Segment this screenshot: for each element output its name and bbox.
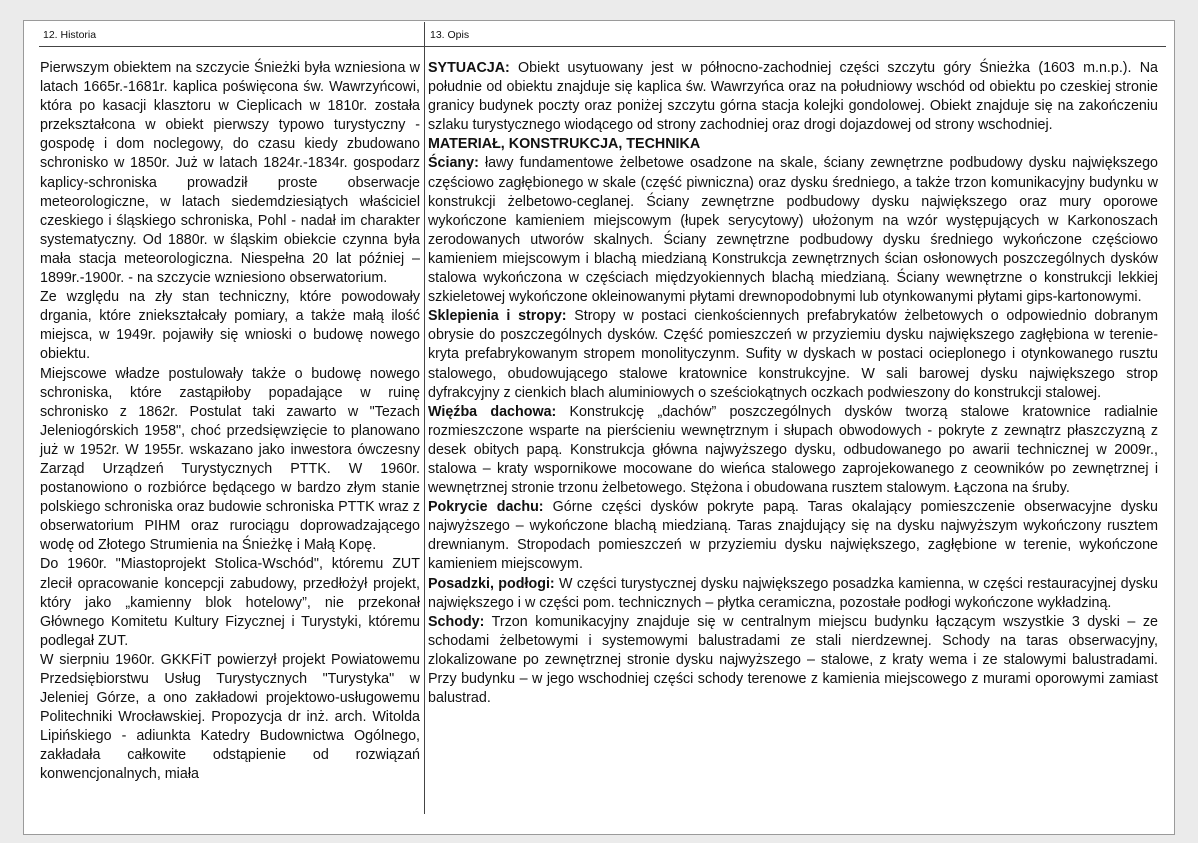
wiezba-label: Więźba dachowa:	[428, 403, 557, 420]
sytuacja-paragraph	[428, 59, 1158, 135]
posadzki-text: W części turystycznej dysku największego posadzka kamienna, w części restauracyjnej dysku największego i w części pom. technicznych – płytka ceramiczna, pozostałe podłogi wykończone wykładziną.	[428, 575, 1159, 611]
sciany-paragraph	[428, 154, 1158, 307]
pokrycie-text: Górne części dysków pokryte papą. Taras okalający pomieszczenie obserwacyjne dysku najwyższego – wykończone blachą miedzianą. Taras znajdujący się na dysku najwyższym wykończony rusztem drewnianym. Stropodach pomieszczeń w przyziemiu dysku największego, zagłębione w terenie, wykończone kamieniem miejscowym.	[428, 499, 1158, 573]
historia-paragraph: Pierwszym obiektem na szczycie Śnieżki była wzniesiona w latach 1665r.-1681r. kaplica poświęcona św. Wawrzyńcowi, która po kasacji klasztoru w Cieplicach w 1810r. została przekształcona w obiekt pierwszy typowo turystyczny - gospodę i dom noclegowy, do czasu kiedy zbudowano schronisko w 1850r. Już w latach 1824r.-1834r. gospodarz kaplicy-schroniska prowadził proste obserwacje meteorologiczne, w latach siedemdziesiątych właściciel czeskiego i śląskiego schroniska, Pohl - nadał im charakter systematyczny. Od 1880r. w śląskim obiekcie czynna była mała stacja meteorologiczna. Niespełna 20 lat później – 1899r.-1900r. - na szczycie wzniesiono obserwatorium.	[40, 60, 420, 287]
sciany-label: Ściany:	[428, 155, 479, 172]
header-divider	[39, 46, 1166, 47]
posadzki-label: Posadzki, podłogi:	[428, 575, 555, 592]
historia-paragraph: Do 1960r. "Miastoprojekt Stolica-Wschód", któremu ZUT zlecił opracowanie koncepcji zabudowy, przedłożył projekt, który jako „kamienny blok hotelowy”, nie przekonał Głównego Komitetu Kultury Fizycznej i Turystyki, któremu podlegał ZUT.	[40, 556, 420, 649]
section-heading	[428, 135, 1158, 154]
schody-paragraph	[428, 613, 1158, 708]
sciany-text: ławy fundamentowe żelbetowe osadzone na skale, ściany zewnętrzne podbudowy dysku największego częściowo zagłębionego w skale (część piwniczna) oraz dysku średniego, a także trzon komunikacyjny budynku w konstrukcji żelbetowo-ceglanej. Ściany zewnętrzne podbudowy dysku największego oraz mury oporowe wykończone kamieniem miejscowym (łupek serycytowy) ułożonym na wzór występujących w Karkonoszach zerodowanych utworów skalnych. Ściany zewnętrzne podbudowy dysku średniego wykończone częściowo kamieniem miejscowym i blachą miedzianą Konstrukcja zewnętrznych ścian osłonowych poszczególnych dysków stalowa wykończona w częściach międzyokiennych blachą miedzianą. Ściany wewnętrzne o konstrukcji lekkiej szkieletowej wykończone okleinowanymi płytami drewnopodobnymi lub otynkowanymi płytami gips-kartonowymi.	[428, 155, 1158, 306]
sytuacja-text: Obiekt usytuowany jest w północno-zachodniej części szczytu góry Śnieżka (1603 m.n.p.). Na południe od obiektu znajduje się kaplica św. Wawrzyńca oraz na południowy wschód od obiektu po czeskiej stronie granicy budynek poczty oraz poniżej szczytu górna stacja kolejki gondolowej. Obiekt znajduje się na zakończeniu szlaku turystycznego wiodącego od strony zachodniej oraz drogi dojazdowej od strony wschodniej.	[428, 60, 1158, 134]
posadzki-paragraph	[428, 575, 1158, 613]
section-header-opis: 13. Opis	[430, 29, 470, 41]
sklepienia-paragraph	[428, 307, 1158, 402]
schody-text: Trzon komunikacyjny znajduje się w centralnym miejscu budynku łączącym wszystkie 3 dyski – ze schodami żelbetowymi i systemowymi balustradami ze stali nierdzewnej. Schody na taras obserwacyjny, zlokalizowane po zewnętrznej stronie dysku najwyższego – stalowe, z kraty wema i ze stalowymi balustradami. Przy budynku – w jego wschodniej części schody terenowe z kamienia miejscowego z murami oporowymi zamiast balustrad.	[428, 613, 1158, 707]
schody-label: Schody:	[428, 613, 485, 630]
historia-column	[40, 59, 420, 785]
historia-paragraph: Ze względu na zły stan techniczny, które powodowały drgania, które zniekształcały pomiary, a także małą ilość miejsca, w 1949r. pojawiły się wnioski o budowę nowego obiektu.	[40, 289, 420, 363]
opis-column	[428, 59, 1158, 708]
pokrycie-label: Pokrycie dachu:	[428, 499, 544, 516]
section-heading-text: MATERIAŁ, KONSTRUKCJA, TECHNIKA	[428, 136, 701, 153]
sytuacja-label: SYTUACJA:	[428, 60, 510, 76]
historia-paragraph: W sierpniu 1960r. GKKFiT powierzył projekt Powiatowemu Przedsiębiorstwu Usług Turystycznych "Turystyka" w Jeleniej Górze, a ono zakładowi projektowo-usługowemu Politechniki Wrocławskiej. Propozycja dr inż. arch. Witolda Lipińskiego - adiunkta Katedry Budownictwa Ogólnego, zakładała całkowite odstąpienie od rozwiązań konwencjonalnych, miała	[40, 651, 420, 783]
wiezba-text: Konstrukcję „dachów” poszczególnych dysków tworzą stalowe kratownice radialnie rozmieszczone wsparte na pierścieniu wewnętrznym i słupach obwodowych - pokryte z zewnątrz płaszczyzną z desek obitych papą. Konstrukcja główna najwyższego dysku, odbudowanego po awarii technicznej w 2009r., stalowa – kraty wspornikowe mocowane do wieńca stalowego zaprojekowanego z ceowników po zewnętrznej i wewnętrznej stronie trzonu żelbetowego. Stężona i obudowana rusztem stalowym. Łączona na śruby.	[428, 403, 1158, 497]
sklepienia-text: Stropy w postaci cienkościennych prefabrykatów żelbetowych o odpowiednio dobranym obrysie do poszczególnych dysków. Część pomieszczeń w przyziemiu dysku największego zagłębiona w terenie-kryta prefabrykowanym stropem monolityczynm. Sufity w dyskach w postaci ocieplonego i otynkowanego rusztu stalowego, obudowującego stalowe kratownice konstrukcyjne. W sali barowej dysku największego strop dyfrakcyjny z cienkich blach aluminiowych o sześciokątnych oczkach podwieszony do konstrukcji stalowej.	[428, 308, 1158, 401]
pokrycie-paragraph	[428, 498, 1158, 574]
historia-paragraph: Miejscowe władze postulowały także o budowę nowego schroniska, które zastąpiłoby popadające w ruinę schronisko z 1862r. Postulat taki zawarto w "Tezach Jeleniogórskich 1958", choć przedsięwzięcie to planowano już w 1952r. W 1955r. wskazano jako inwestora ówczesny Zarząd Urządzeń Turystycznych PTTK. W 1960r. postanowiono o rozbiórce będącego w bardzo złym stanie polskiego schroniska oraz budowie schroniska PTTK wraz z obserwatorium PIHM oraz rurociągu doprowadzającego wodę od Złotego Strumienia na Śnieżkę i Małą Kopę.	[40, 365, 420, 554]
sklepienia-label: Sklepienia i stropy:	[428, 308, 567, 325]
column-divider	[424, 22, 425, 814]
wiezba-paragraph	[428, 403, 1158, 498]
section-header-historia: 12. Historia	[43, 29, 97, 41]
